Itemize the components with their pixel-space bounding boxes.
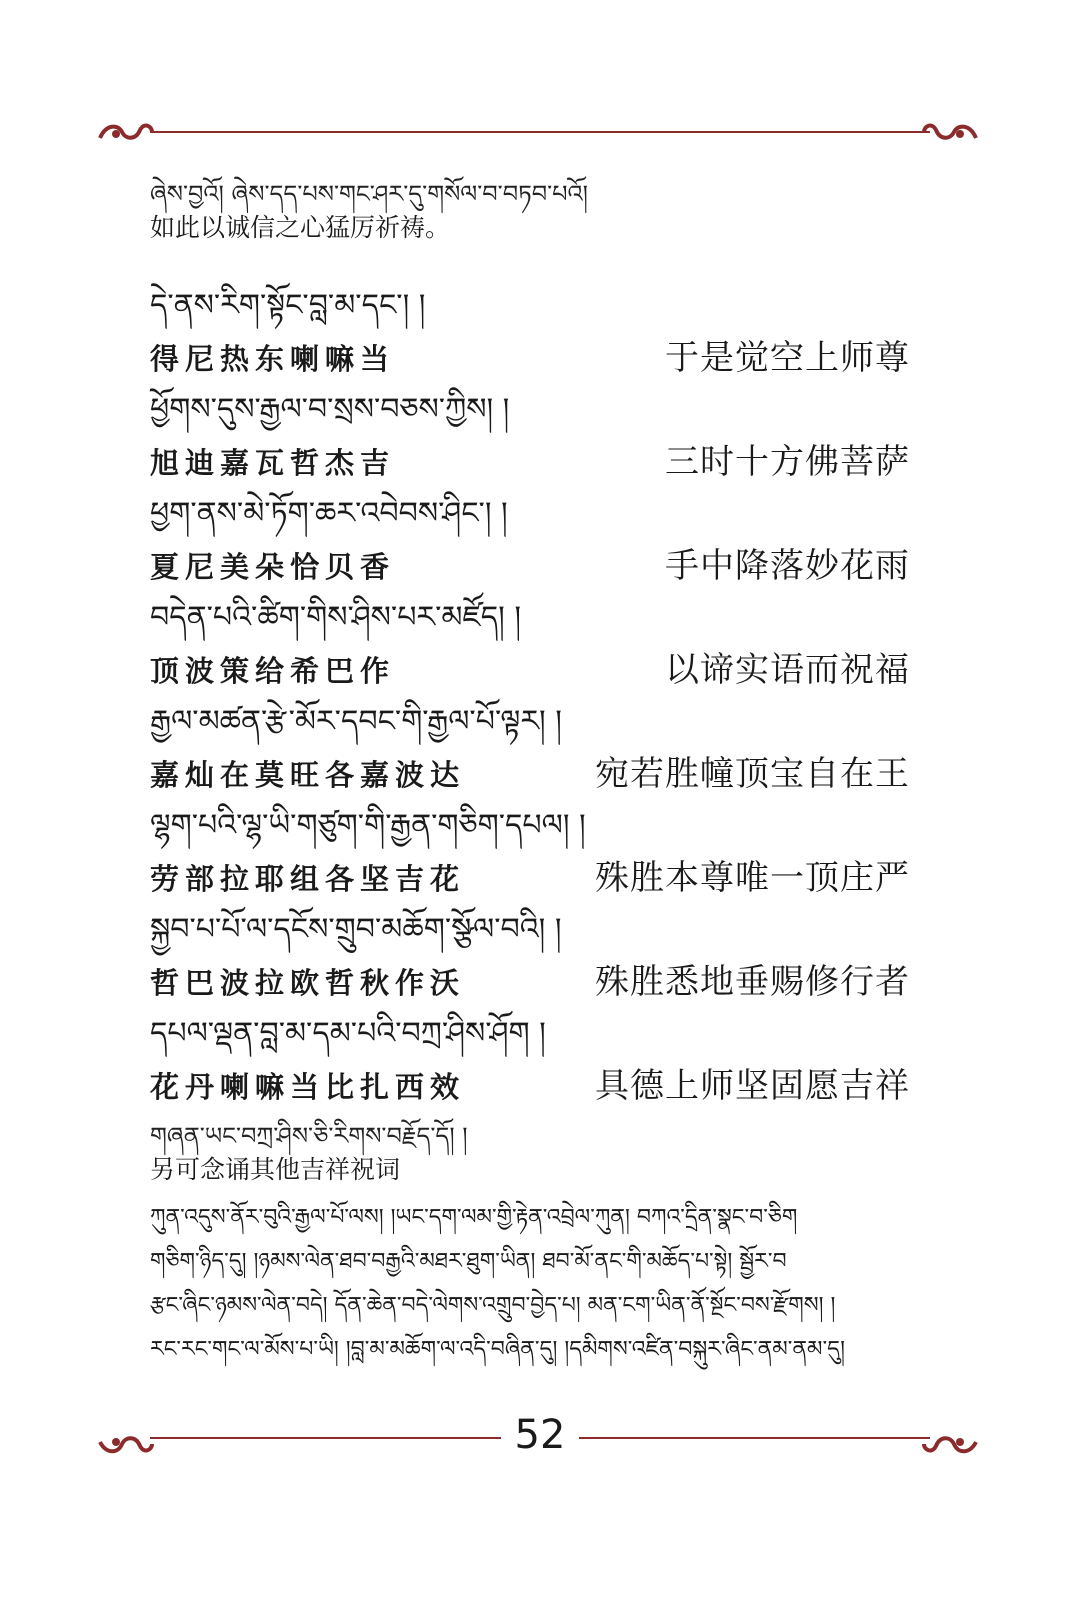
verse-transliteration: 劳部拉耶组各坚吉花: [150, 862, 466, 896]
verse-tibetan: དེ་ནས་རིག་སྟོང་བླ་མ་དང་། །: [150, 288, 426, 323]
verse-tibetan: བདེན་པའི་ཚིག་གིས་ཤིས་པར་མཛོད། །: [150, 600, 522, 635]
prose-line: རང་རང་གང་ལ་མོས་པ་ཡི། །བླ་མ་མཆོག་ལ་འདི་བཞིན་དུ། །དམིགས་འཛིན་བསྐུར་ཞིང་ནམ་ནམ་དུ།: [150, 1337, 845, 1362]
note-block: [150, 1118, 930, 1188]
verse: [150, 906, 910, 1010]
verse-chinese: 三时十方佛菩萨: [665, 444, 910, 481]
verse-chinese: 殊胜本尊唯一顶庄严: [595, 860, 910, 897]
verse-transliteration: 哲巴波拉欧哲秋作沃: [150, 966, 466, 1000]
verse: [150, 386, 910, 490]
bottom-left-ornament: [96, 1428, 156, 1458]
verse: [150, 698, 910, 802]
verse-chinese: 于是觉空上师尊: [665, 340, 910, 377]
bottom-right-ornament: [920, 1428, 980, 1458]
verse-transliteration: 旭迪嘉瓦哲杰吉: [150, 446, 396, 480]
note-tibetan: གཞན་ཡང་བཀྲ་ཤིས་ཅི་རིགས་བརྗོད་དོ། །: [150, 1122, 468, 1150]
verse-tibetan: རྒྱལ་མཚན་རྩེ་མོར་དབང་གི་རྒྱལ་པོ་ལྟར། །: [150, 704, 562, 739]
verse-transliteration: 嘉灿在莫旺各嘉波达: [150, 758, 466, 792]
page-number: 52: [0, 1412, 1080, 1458]
prose-block: [150, 1196, 930, 1372]
verse: [150, 490, 910, 594]
verse-transliteration: 顶波策给希巴作: [150, 654, 396, 688]
verse: [150, 594, 910, 698]
verse-tibetan: ཕྱག་ནས་མེ་ཏོག་ཆར་འབེབས་ཤིང་། །: [150, 496, 508, 531]
verse: [150, 1010, 910, 1114]
verse-chinese: 手中降落妙花雨: [665, 548, 910, 585]
prose-line: རྩང་ཞིང་ཉམས་ལེན་བདེ། དོན་ཆེན་བདེ་ལེགས་འགྲུབ་བྱེད་པ། མན་ངག་ཡིན་ནོ་སྔོང་བས་རྫོགས། །: [150, 1293, 836, 1318]
verse-chinese: 宛若胜幢顶宝自在王: [595, 756, 910, 793]
verse-tibetan: ཕྱོགས་དུས་རྒྱལ་བ་སྲས་བཅས་ཀྱིས། །: [150, 392, 510, 427]
verse-list: [150, 282, 910, 1114]
verse-tibetan: སྐྱབ་པ་པོ་ལ་དངོས་གྲུབ་མཆོག་སྩོལ་བའི། །: [150, 912, 562, 947]
verse: [150, 802, 910, 906]
verse-chinese: 以谛实语而祝福: [665, 652, 910, 689]
verse: [150, 282, 910, 386]
top-left-ornament: [96, 118, 156, 148]
verse-transliteration: 得尼热东喇嘛当: [150, 342, 396, 376]
header-chinese: 如此以诚信之心猛厉祈祷。: [150, 215, 451, 242]
prose-line: གཅིག་ཉིད་དུ། །ཉམས་ལེན་ཐབ་བརྒྱའི་མཐར་ཐུག་ཡིན། ཐབ་མོ་ནང་གི་མཆོད་པ་སྟེ། སྦྱོར་བ: [150, 1249, 787, 1274]
top-rule: [150, 131, 930, 133]
verse-chinese: 殊胜悉地垂赐修行者: [595, 964, 910, 1001]
note-chinese: 另可念诵其他吉祥祝词: [150, 1157, 401, 1184]
verse-tibetan: དཔལ་ལྡན་བླ་མ་དམ་པའི་བཀྲ་ཤིས་ཤོག །: [150, 1016, 546, 1051]
header-block: [150, 176, 930, 246]
verse-chinese: 具德上师坚固愿吉祥: [595, 1068, 910, 1105]
verse-transliteration: 夏尼美朵恰贝香: [150, 550, 396, 584]
prose-line: ཀུན་འདུས་ནོར་བུའི་རྒྱལ་པོ་ལས། །ཡང་དག་ལམ་གྱི་རྟེན་འབྲེལ་ཀུན། བཀའ་དྲིན་སྣང་བ་ཅིག: [150, 1205, 798, 1230]
header-tibetan: ཞེས་བྱའོ། ཞེས་དད་པས་གང་ཤར་དུ་གསོལ་བ་བཏབ་པའོ།: [150, 180, 588, 208]
verse-tibetan: ལྷག་པའི་ལྷ་ཡི་གཙུག་གི་རྒྱན་གཅིག་དཔལ། །: [150, 808, 586, 843]
top-right-ornament: [920, 118, 980, 148]
verse-transliteration: 花丹喇嘛当比扎西效: [150, 1070, 466, 1104]
